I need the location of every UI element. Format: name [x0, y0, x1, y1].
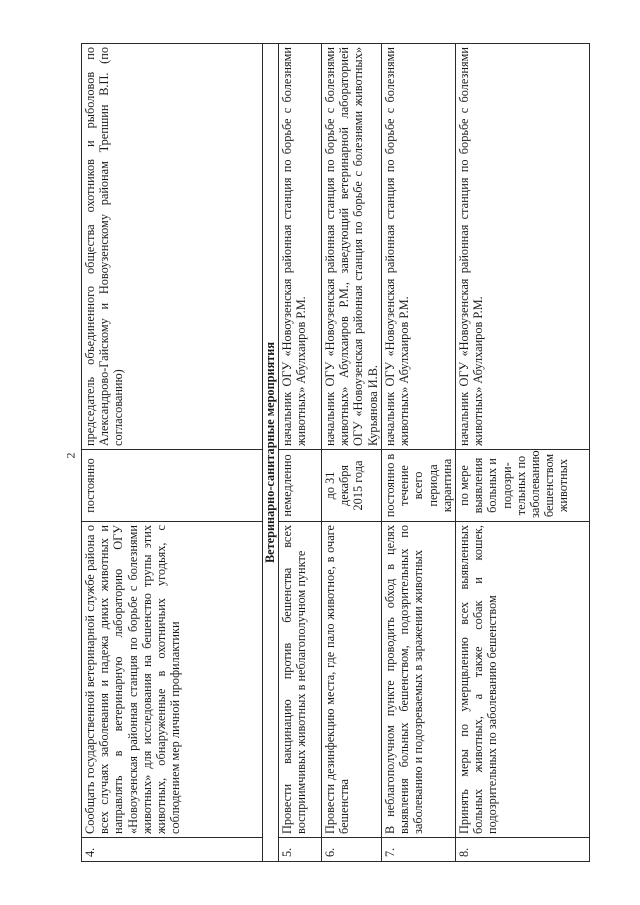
- deadline-text: до 31 декабря 2015 года: [322, 450, 382, 522]
- row-number: 4.: [82, 838, 263, 862]
- table-row: [382, 44, 456, 862]
- measure-text: Сообщать государственной ветеринарной службе района о всех случаях заболевания и падежа диких животных и направлять в ветеринарную лабораторию ОГУ «Новоузенская районная станция по борьбе с болезнями животных» для исследования на бешенство трупы этих животных, обнаруженные в охотничьих угодьях, с соблюдением мер личной профилактики: [82, 522, 263, 838]
- row-number: 7.: [382, 838, 456, 862]
- row-number: 5.: [279, 838, 322, 862]
- table-row: [82, 44, 263, 862]
- row-number: 8.: [456, 838, 590, 862]
- responsible-text: начальник ОГУ «Новоузенская районная станция по борьбе с болезнями животных» Абулхаиров Р.М.: [279, 44, 322, 450]
- deadline-text: постоянно: [82, 450, 263, 522]
- deadline-text: по мере выявления больных и подозри-тельных по заболеванию бешенством животных: [456, 450, 590, 522]
- measures-table: [81, 43, 590, 862]
- row-number: 6.: [322, 838, 382, 862]
- deadline-text: немедленно: [279, 450, 322, 522]
- section-title: Ветеринарно-санитарные мероприятия: [263, 44, 279, 862]
- measures-table-frame: [81, 44, 589, 862]
- measure-text: Провести дезинфекцию места, где пало животное, в очаге бешенства: [322, 522, 382, 838]
- measure-text: Принять меры по умерщвлению всех выявленных больных животных, а также собак и кошек, подозрительных по заболеванию бешенством: [456, 522, 590, 838]
- table-row: [322, 44, 382, 862]
- deadline-text: постоянно в течение всего периода карантина: [382, 450, 456, 522]
- measure-text: Провести вакцинацию против бешенства всех восприимчивых животных в неблагополучном пункте: [279, 522, 322, 838]
- responsible-text: начальник ОГУ «Новоузенская районная станция по борьбе с болезнями животных» Абулхаиров Р.М.: [456, 44, 590, 450]
- section-row: [263, 44, 279, 862]
- table-row: [456, 44, 590, 862]
- responsible-text: начальник ОГУ «Новоузенская районная станция по борьбе с болезнями животных» Абулхаиров Р.М.: [382, 44, 456, 450]
- responsible-text: председатель объединенного общества охотников и рыболовов по Александрово-Гайскому и Новоузенскому районам Трепшин В.П. (по согласованию): [82, 44, 263, 450]
- measure-text: В неблагополучном пункте проводить обход в целях выявления больных бешенством, подозрительных по заболеванию и подозреваемых в заражении животных: [382, 522, 456, 838]
- table-row: [279, 44, 322, 862]
- page-number: 2: [63, 452, 78, 459]
- responsible-text: начальник ОГУ «Новоузенская районная станция по борьбе с болезнями животных» Абулхаиров Р.М., заведующий ветеринарной лабораторией ОГУ «Новоузенская районная станция по борьбе с болезнями животных» Курьянова И.В.: [322, 44, 382, 450]
